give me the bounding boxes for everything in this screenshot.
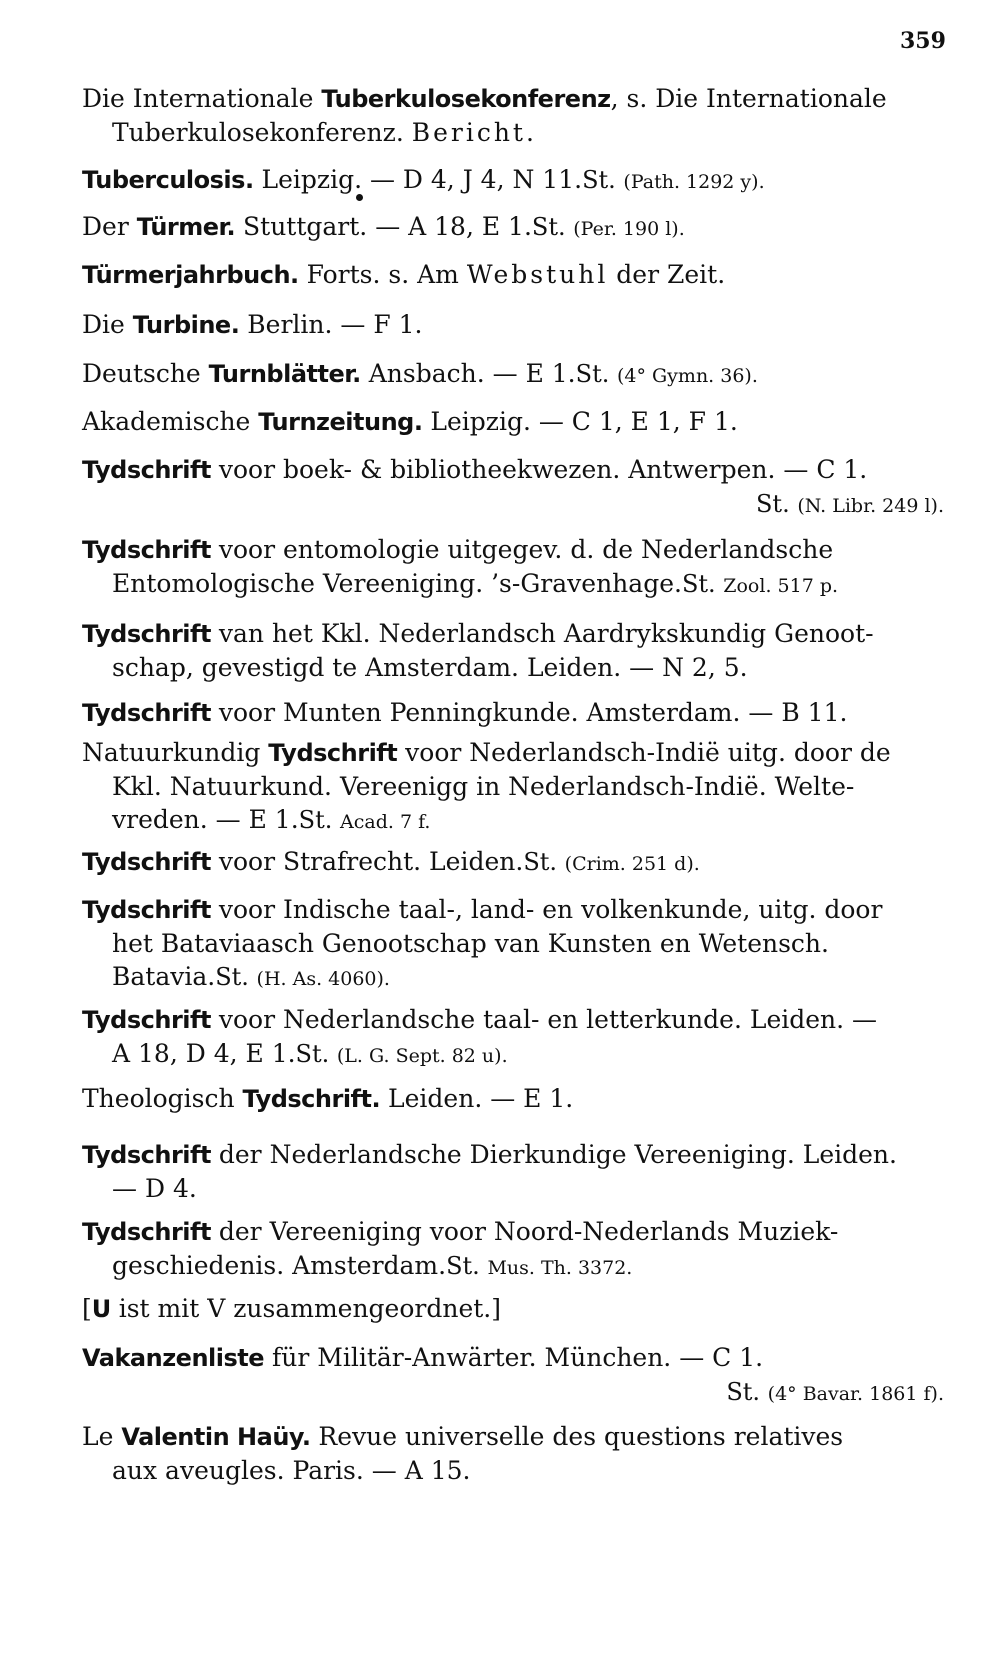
entry-line: Türmerjahrbuch. Forts. s. Am Webstuhl der Zeit. xyxy=(82,260,726,289)
shelfmark: St. (L. G. Sept. 82 u). xyxy=(295,1040,508,1068)
entry-line: aux aveugles. Paris. — A 15. xyxy=(112,1456,471,1485)
entry-keyword: Tydschrift xyxy=(82,456,211,484)
entry-keyword: Tydschrift xyxy=(82,848,211,876)
entry-keyword: Tuberkulosekonferenz xyxy=(321,85,611,113)
entry-line: Vakanzenliste für Militär-Anwärter. München. — C 1. xyxy=(82,1343,764,1372)
entry-keyword: Tydschrift xyxy=(82,620,211,648)
entry-line: Tuberculosis. Leipzig. — D 4, J 4, N 11.St. (Path. 1292 y). xyxy=(82,165,765,194)
shelfmark: St. (N. Libr. 249 l). xyxy=(755,490,944,518)
entry-keyword: Valentin Haüy. xyxy=(121,1423,311,1451)
shelfmark: St. (Path. 1292 y). xyxy=(582,166,765,194)
entry-keyword: Tydschrift xyxy=(82,1141,211,1169)
entry-valentin-hauy xyxy=(82,1420,944,1487)
entry-line: Kkl. Natuurkund. Vereenigg in Nederlandsch-Indië. Welte- xyxy=(112,772,855,801)
entry-keyword: Vakanzenliste xyxy=(82,1344,265,1372)
entry-line: Natuurkundig Tydschrift voor Nederlandsch-Indië uitg. door de xyxy=(82,738,891,767)
entry-keyword: Tuberculosis. xyxy=(82,166,254,194)
entry-tuermer xyxy=(82,210,944,246)
entry-keyword: Tydschrift xyxy=(82,896,211,924)
entry-tydschrift-aardrykskundig xyxy=(82,617,944,684)
entry-tydschrift-boek xyxy=(82,453,944,523)
entry-keyword: Tydschrift xyxy=(82,1006,211,1034)
entry-turnzeitung xyxy=(82,405,944,439)
entry-theologisch-tydschrift xyxy=(82,1082,944,1116)
entry-keyword: Tydschrift xyxy=(82,536,211,564)
entry-line: Der Türmer. Stuttgart. — A 18, E 1.St. (Per. 190 l). xyxy=(82,212,685,241)
entry-line: Tuberkulosekonferenz. Bericht. xyxy=(112,118,537,147)
entry-keyword: Türmerjahrbuch. xyxy=(82,261,299,289)
entry-keyword: Turbine. xyxy=(132,311,240,339)
entry-line: het Bataviaasch Genootschap van Kunsten en Wetensch. xyxy=(112,929,829,958)
entry-turbine xyxy=(82,308,944,342)
entry-tydschrift-letterkunde xyxy=(82,1003,944,1073)
entry-keyword: Turnblätter. xyxy=(208,360,361,388)
entry-line: geschiedenis. Amsterdam.St. Mus. Th. 3372. xyxy=(112,1251,633,1280)
entry-line: Entomologische Vereeniging. ’s-Gravenhage.St. Zool. 517 p. xyxy=(112,569,839,598)
entry-line: schap, gevestigd te Amsterdam. Leiden. — N 2, 5. xyxy=(112,653,748,682)
entry-line: Tydschrift voor Strafrecht. Leiden.St. (Crim. 251 d). xyxy=(82,847,700,876)
page-number: 359 xyxy=(900,28,946,54)
entry-line: Theologisch Tydschrift. Leiden. — E 1. xyxy=(82,1084,574,1113)
entry-tydschrift-munten xyxy=(82,696,944,730)
entry-line: Tydschrift voor Munten Penningkunde. Amsterdam. — B 11. xyxy=(82,698,848,727)
entry-keyword: Tydschrift xyxy=(268,739,398,767)
entry-line: Die Internationale Tuberkulosekonferenz, s. Die Internationale xyxy=(82,84,887,113)
entry-line: Die Turbine. Berlin. — F 1. xyxy=(82,310,423,339)
entry-line: Tydschrift voor boek- & bibliotheekwezen. Antwerpen. — C 1. xyxy=(82,455,868,484)
shelfmark: St. (4° Bavar. 1861 f). xyxy=(726,1378,944,1406)
entry-keyword: Tydschrift. xyxy=(242,1085,381,1113)
entry-line: Tydschrift van het Kkl. Nederlandsch Aardrykskundig Genoot- xyxy=(82,619,874,648)
entry-tydschrift-indische xyxy=(82,893,944,996)
entry-line: Tydschrift der Vereeniging voor Noord-Nederlands Muziek- xyxy=(82,1217,839,1246)
entry-line: Tydschrift voor Indische taal-, land- en volkenkunde, uitg. door xyxy=(82,895,883,924)
entry-line: vreden. — E 1.St. Acad. 7 f. xyxy=(112,805,431,834)
shelfmark: St. (H. As. 4060). xyxy=(215,963,390,991)
entry-tydschrift-entomologie xyxy=(82,533,944,603)
entry-keyword: Tydschrift xyxy=(82,699,211,727)
entry-tydschrift-muziekgeschiedenis xyxy=(82,1215,944,1285)
entry-line: A 18, D 4, E 1.St. (L. G. Sept. 82 u). xyxy=(112,1039,508,1068)
entry-line: Tydschrift der Nederlandsche Dierkundige Vereeniging. Leiden. xyxy=(82,1140,897,1169)
shelfmark: St. (Crim. 251 d). xyxy=(523,848,700,876)
entry-line: Akademische Turnzeitung. Leipzig. — C 1, E 1, F 1. xyxy=(82,407,738,436)
entry-tuermerjahrbuch xyxy=(82,258,944,292)
shelfmark: St. Acad. 7 f. xyxy=(298,806,431,834)
entry-keyword: Türmer. xyxy=(136,213,236,241)
entry-keyword: Turnzeitung. xyxy=(258,408,423,436)
shelfmark: St. (4° Gymn. 36). xyxy=(575,360,758,388)
entry-line: Tydschrift voor entomologie uitgegev. d. de Nederlandsche xyxy=(82,535,834,564)
entry-line: Batavia.St. (H. As. 4060). xyxy=(112,962,390,991)
entry-line: Le Valentin Haüy. Revue universelle des questions relatives xyxy=(82,1422,844,1451)
entry-line: Tydschrift voor Nederlandsche taal- en letterkunde. Leiden. — xyxy=(82,1005,878,1034)
entry-line: — D 4. xyxy=(112,1174,197,1203)
entry-keyword: Tydschrift xyxy=(82,1218,211,1246)
entry-line: Deutsche Turnblätter. Ansbach. — E 1.St. (4° Gymn. 36). xyxy=(82,359,758,388)
entry-tydschrift-strafrecht xyxy=(82,845,944,881)
entry-vakanzenliste xyxy=(82,1341,944,1411)
entry-keyword: U xyxy=(91,1295,111,1323)
entry-natuurkundig-tydschrift xyxy=(82,736,944,839)
shelfmark: St. Mus. Th. 3372. xyxy=(446,1252,633,1280)
entry-line xyxy=(82,1375,944,1411)
entry-line: [U ist mit V zusammengeordnet.] xyxy=(82,1294,501,1323)
entry-line xyxy=(82,487,944,523)
entry-u-note xyxy=(82,1292,944,1326)
entry-tuberculosis xyxy=(82,163,944,199)
entry-tuberkulosekonferenz xyxy=(82,82,944,149)
entry-turnblaetter xyxy=(82,357,944,393)
shelfmark: St. (Per. 190 l). xyxy=(531,213,685,241)
entry-tydschrift-dierkundige xyxy=(82,1138,944,1205)
shelfmark: St. Zool. 517 p. xyxy=(681,570,839,598)
stray-dot xyxy=(356,194,363,201)
